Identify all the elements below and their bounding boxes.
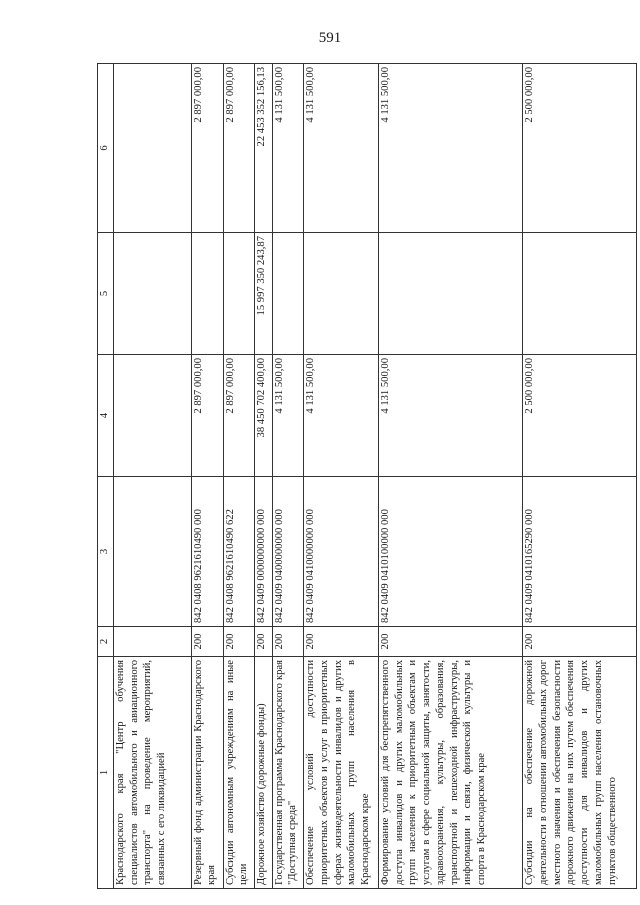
page-number: 591 bbox=[318, 30, 342, 46]
code-cell: 200 bbox=[272, 627, 304, 657]
amount-4-cell: 4 131 500,00 bbox=[379, 355, 523, 477]
budget-table-rotated bbox=[97, 64, 637, 889]
table-row bbox=[379, 64, 523, 889]
column-header: 5 bbox=[98, 233, 114, 355]
kbk-cell bbox=[114, 477, 192, 627]
amount-6-cell: 2 500 000,00 bbox=[523, 64, 637, 233]
item-name-cell: Государственная программа Краснодарского края "Доступная среда" bbox=[272, 657, 304, 889]
table-row bbox=[223, 64, 255, 889]
item-name-cell: Субсидии на обеспечение дорожной деятельности в отношении автомобильных дорог местного значения и обеспечения безопасности дорожного движения на них путем обеспечения доступности для инвалидов и других маломобильных групп населения остановочных пунктов общественного bbox=[523, 657, 637, 889]
amount-5-cell bbox=[272, 233, 304, 355]
amount-5-cell bbox=[114, 233, 192, 355]
code-cell: 200 bbox=[523, 627, 637, 657]
amount-5-cell bbox=[523, 233, 637, 355]
amount-6-cell: 2 897 000,00 bbox=[223, 64, 255, 233]
kbk-cell: 842 0409 0000000000 000 bbox=[255, 477, 272, 627]
code-cell: 200 bbox=[304, 627, 379, 657]
code-cell: 200 bbox=[191, 627, 223, 657]
amount-5-cell bbox=[379, 233, 523, 355]
amount-5-cell bbox=[191, 233, 223, 355]
item-name-cell: Резервный фонд администрации Краснодарского края bbox=[191, 657, 223, 889]
amount-4-cell: 2 500 000,00 bbox=[523, 355, 637, 477]
amount-5-cell bbox=[223, 233, 255, 355]
code-cell bbox=[114, 627, 192, 657]
code-cell: 200 bbox=[223, 627, 255, 657]
amount-6-cell bbox=[114, 64, 192, 233]
item-name-cell: Формирование условий для беспрепятственного доступа инвалидов и других маломобильных групп населения к приоритетным объектам и услугам в сфере социальной защиты, занятости, здравоохранения, культуры, образования, транспортной и пешеходной инфраструктуры, информации и связи, физической культуры и спорта в Краснодарском крае bbox=[379, 657, 523, 889]
code-cell: 200 bbox=[255, 627, 272, 657]
table-header-row bbox=[98, 64, 114, 889]
table-row bbox=[304, 64, 379, 889]
kbk-cell: 842 0409 0410000000 000 bbox=[304, 477, 379, 627]
column-header: 4 bbox=[98, 355, 114, 477]
table-row bbox=[255, 64, 272, 889]
table-row bbox=[523, 64, 637, 889]
budget-table bbox=[97, 63, 637, 889]
table-row bbox=[114, 64, 192, 889]
amount-5-cell: 15 997 350 243,87 bbox=[255, 233, 272, 355]
code-cell: 200 bbox=[379, 627, 523, 657]
item-name-cell: Обеспечение условий доступности приоритетных объектов и услуг в приоритетных сферах жизнедеятельности инвалидов и других маломобильных групп населения в Краснодарском крае bbox=[304, 657, 379, 889]
item-name-cell: Субсидии автономным учреждениям на иные цели bbox=[223, 657, 255, 889]
amount-6-cell: 2 897 000,00 bbox=[191, 64, 223, 233]
amount-4-cell: 4 131 500,00 bbox=[272, 355, 304, 477]
column-header: 3 bbox=[98, 477, 114, 627]
kbk-cell: 842 0409 0400000000 000 bbox=[272, 477, 304, 627]
amount-4-cell: 2 897 000,00 bbox=[191, 355, 223, 477]
amount-5-cell bbox=[304, 233, 379, 355]
amount-6-cell: 4 131 500,00 bbox=[379, 64, 523, 233]
table-row bbox=[191, 64, 223, 889]
amount-4-cell bbox=[114, 355, 192, 477]
amount-6-cell: 4 131 500,00 bbox=[304, 64, 379, 233]
amount-4-cell: 38 450 702 400,00 bbox=[255, 355, 272, 477]
amount-6-cell: 22 453 352 156,13 bbox=[255, 64, 272, 233]
column-header: 6 bbox=[98, 64, 114, 233]
table-row bbox=[272, 64, 304, 889]
amount-6-cell: 4 131 500,00 bbox=[272, 64, 304, 233]
kbk-cell: 842 0408 9621610490 622 bbox=[223, 477, 255, 627]
column-header: 2 bbox=[98, 627, 114, 657]
kbk-cell: 842 0409 0410100000 000 bbox=[379, 477, 523, 627]
amount-4-cell: 2 897 000,00 bbox=[223, 355, 255, 477]
kbk-cell: 842 0409 0410165290 000 bbox=[523, 477, 637, 627]
item-name-cell: Дорожное хозяйство (дорожные фонды) bbox=[255, 657, 272, 889]
item-name-cell: Краснодарского края "Центр обучения специалистов автомобильного и авиационного транспорта" на проведение мероприятий, связанных с его ликвидацией bbox=[114, 657, 192, 889]
kbk-cell: 842 0408 9621610490 000 bbox=[191, 477, 223, 627]
amount-4-cell: 4 131 500,00 bbox=[304, 355, 379, 477]
column-header: 1 bbox=[98, 657, 114, 889]
